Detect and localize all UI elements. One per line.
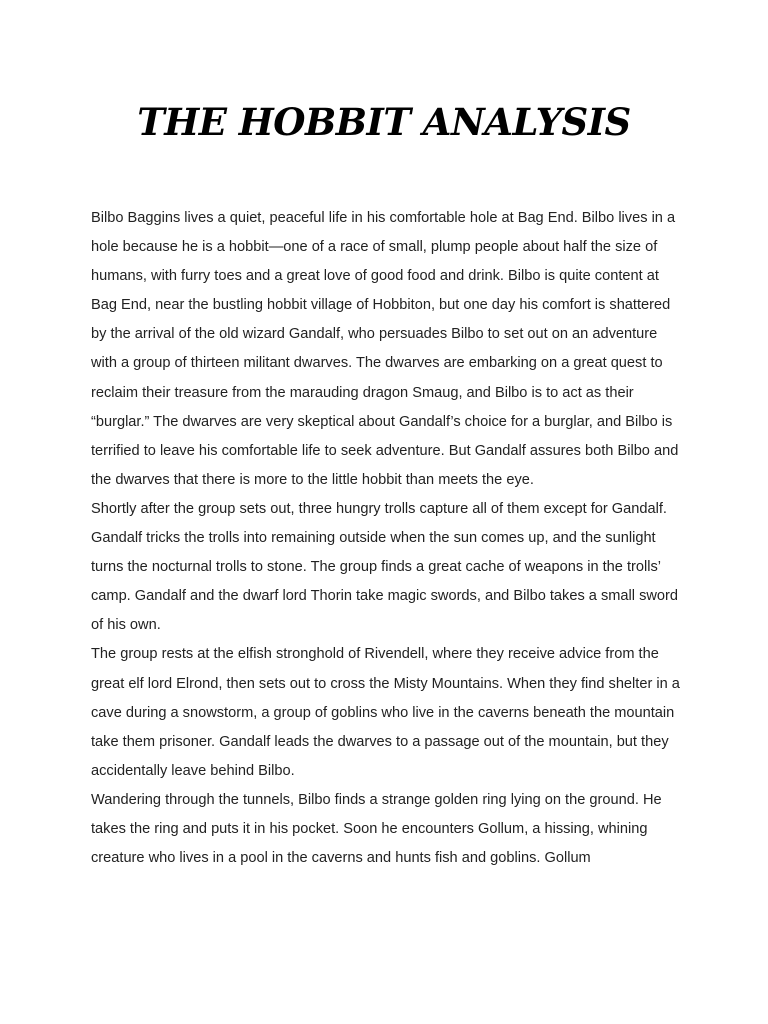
paragraph: Shortly after the group sets out, three hungry trolls capture all of them except for Gandalf. Gandalf tricks the trolls into remaining outside when the sun comes up, and the sunlight turns the nocturnal trolls to stone. The group finds a great cache of weapons in the trolls’ camp. Gandalf and the dwarf lord Thorin take magic swords, and Bilbo takes a small sword of his own. xyxy=(91,500,679,634)
paragraph: Bilbo Baggins lives a quiet, peaceful life in his comfortable hole at Bag End. Bilbo lives in a hole because he is a hobbit—one of a race of small, plump people about half the size of humans, with furry toes and a great love of good food and drink. Bilbo is quite content at Bag End, near the bustling hobbit village of Hobbiton, but one day his comfort is shattered by the arrival of the old wizard Gandalf, who persuades Bilbo to set out on an adventure with a group of thirteen militant dwarves. The dwarves are embarking on a great quest to reclaim their treasure from the marauding dragon Smaug, and Bilbo is to act as their “burglar.” The dwarves are very skeptical about Gandalf’s choice for a burglar, and Bilbo is terrified to leave his comfortable life to seek adventure. But Gandalf assures both Bilbo and the dwarves that there is more to the little hobbit than meets the eye. xyxy=(91,210,679,488)
paragraph: Wandering through the tunnels, Bilbo finds a strange golden ring lying on the ground. He takes the ring and puts it in his pocket. Soon he encounters Gollum, a hissing, whining creature who lives in a pool in the caverns and hunts fish and goblins. Gollum xyxy=(91,791,662,867)
paragraph: The group rests at the elfish stronghold of Rivendell, where they receive advice from the great elf lord Elrond, then sets out to cross the Misty Mountains. When they find shelter in a cave during a snowstorm, a group of goblins who live in the caverns beneath the mountain take them prisoner. Gandalf leads the dwarves to a passage out of the mountain, but they accidentally leave behind Bilbo. xyxy=(91,646,680,779)
document-title: THE HOBBIT ANALYSIS xyxy=(137,100,631,144)
document-body xyxy=(91,204,683,873)
